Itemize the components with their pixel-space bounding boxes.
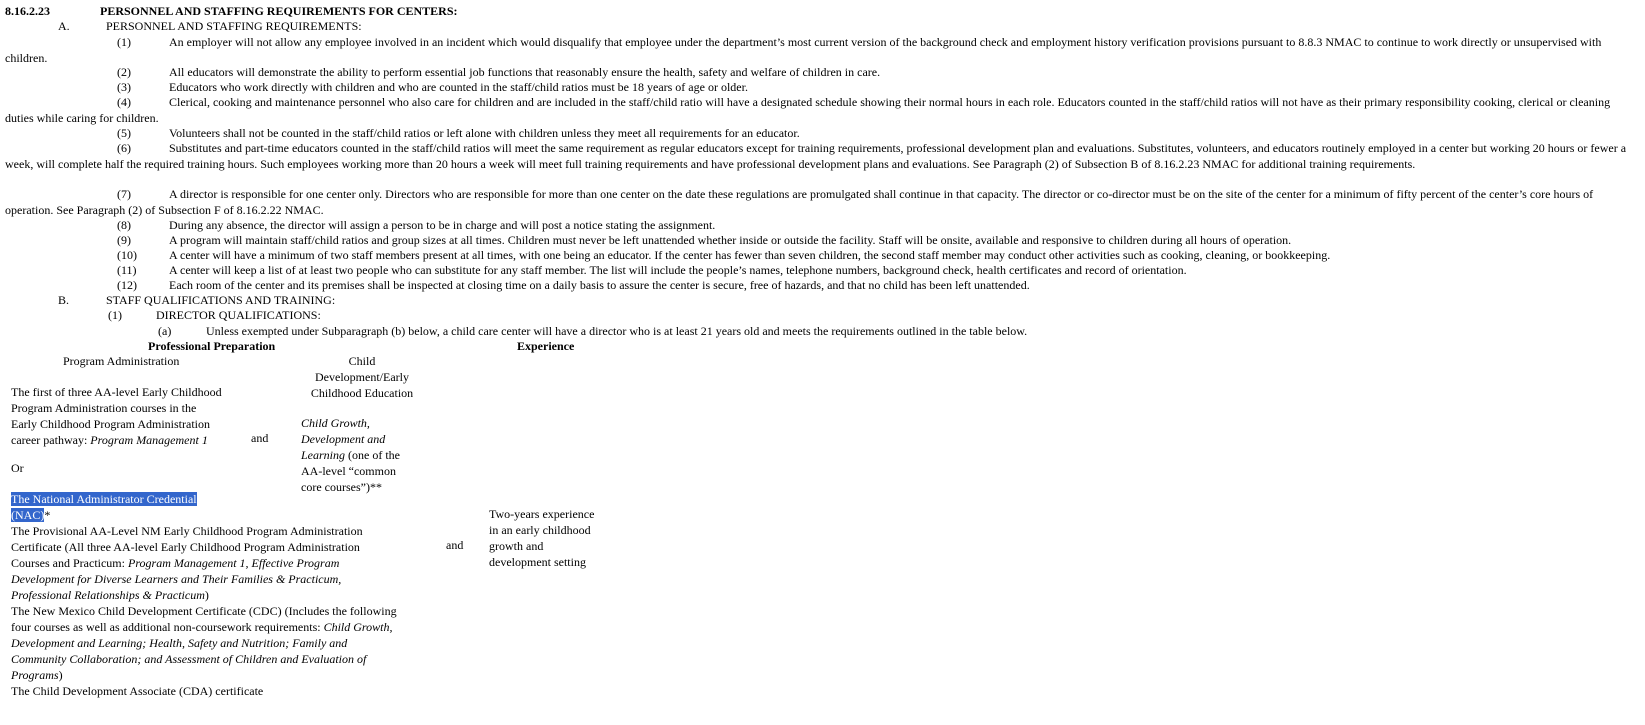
cell-text: career pathway:	[11, 433, 91, 447]
column-header-program-administration: Program Administration	[63, 354, 180, 368]
cell-line: core courses”)**	[301, 480, 382, 494]
cell-line: growth and	[489, 539, 544, 553]
subsection-a-letter: A.	[58, 19, 70, 33]
course-name: Programs	[11, 668, 59, 682]
column-header-child-development	[300, 353, 424, 401]
paragraph-2	[5, 64, 1640, 80]
cell-line	[11, 587, 397, 603]
paragraph-12	[5, 277, 1640, 293]
cell-text: four courses as well as additional non-coursework requirements:	[11, 620, 324, 634]
paragraph-number: (10)	[117, 248, 137, 262]
cell-line: The Child Development Associate (CDA) certificate	[11, 684, 264, 698]
paragraph-text: Volunteers shall not be counted in the staff/child ratios or left alone with children unless they meet all requirements for an educator.	[169, 126, 800, 140]
paragraph-4	[5, 94, 1640, 126]
cell-line	[301, 447, 400, 463]
row2-and-connector: and	[446, 538, 464, 552]
cell-line: The Provisional AA-Level NM Early Childhood Program Administration	[11, 524, 363, 538]
paragraph-8	[5, 217, 1640, 233]
cell-line: Program Administration courses in the	[11, 401, 197, 415]
cell-line: Two-years experience	[489, 507, 595, 521]
course-name: Program Management 1, Effective Program	[127, 556, 340, 570]
row1-program-admin-cell	[11, 384, 222, 448]
subsection-b-title: STAFF QUALIFICATIONS AND TRAINING:	[106, 293, 336, 307]
course-name: Professional Relationships & Practicum	[11, 588, 205, 602]
paragraph-11	[5, 262, 1640, 278]
subparagraph-a-text: Unless exempted under Subparagraph (b) below, a child care center will have a director who is at least 21 years old and meets the requirements outlined in the table below.	[206, 324, 1028, 338]
cell-line: The first of three AA-level Early Childhood	[11, 385, 222, 399]
or-label: Or	[11, 461, 24, 475]
nac-line	[11, 491, 397, 507]
paragraph-number: (5)	[117, 126, 131, 140]
paragraph-text: A program will maintain staff/child ratios and group sizes at all times. Children must never be left unattended whether inside or outside the facility. Staff will be onsite, available and responsive to children during all hours of operation.	[169, 233, 1292, 247]
row2-program-admin-cell	[11, 491, 397, 699]
cell-text: )	[204, 588, 209, 602]
subparagraph-a-number: (a)	[158, 324, 172, 338]
paragraph-3	[5, 79, 1640, 95]
subsection-b-letter: B.	[58, 293, 70, 307]
paragraph-6	[5, 140, 1640, 172]
course-name: Child Growth,	[323, 620, 393, 634]
selected-text[interactable]: (NAC)	[11, 508, 45, 522]
row1-child-dev-cell	[301, 415, 400, 495]
paragraph-number: (4)	[117, 95, 131, 109]
cell-line: The New Mexico Child Development Certificate (CDC) (Includes the following	[11, 604, 397, 618]
cell-text: (one of the	[345, 448, 400, 462]
cell-line	[11, 619, 397, 635]
course-name: Program Management 1	[90, 433, 208, 447]
section-title: PERSONNEL AND STAFFING REQUIREMENTS FOR CENTERS:	[100, 4, 458, 18]
cell-line	[11, 432, 222, 448]
paragraph-number: (6)	[117, 141, 131, 155]
subsection-a-title: PERSONNEL AND STAFFING REQUIREMENTS:	[106, 19, 362, 33]
paragraph-number: (3)	[117, 80, 131, 94]
course-name: Development and	[301, 432, 386, 446]
paragraph-7	[5, 186, 1640, 218]
paragraph-number: (12)	[117, 278, 137, 292]
cell-line: Certificate (All three AA-level Early Childhood Program Administration	[11, 540, 360, 554]
paragraph-number: (8)	[117, 218, 131, 232]
paragraph-5	[5, 125, 1640, 141]
course-name: Community Collaboration; and Assessment of Children and Evaluation of	[11, 652, 367, 666]
course-name: Learning	[301, 448, 346, 462]
cell-text: )	[58, 668, 63, 682]
course-name: Development and Learning; Health, Safety and Nutrition; Family and	[11, 636, 348, 650]
paragraph-number: (7)	[117, 187, 131, 201]
paragraph-9	[5, 232, 1640, 248]
paragraph-text: A center will have a minimum of two staff members present at all times, with one being an educator. If the center has fewer than seven children, the second staff member may conduct other activities such as cooking, cleaning, or bookkeeping.	[169, 248, 1331, 262]
paragraph-text: A director is responsible for one center only. Directors who are responsible for more than one center on the date these regulations are promulgated shall continue in that capacity. The director or co-director must be on the site of the center for a minimum of fifty percent of the center’s core hours of operation. See Paragraph (2) of Subsection F of 8.16.2.22 NMAC.	[5, 187, 1594, 217]
cell-line	[11, 667, 397, 683]
paragraph-number: (2)	[117, 65, 131, 79]
course-name: Development for Diverse Learners and Their Families & Practicum,	[11, 572, 342, 586]
row1-and-connector: and	[251, 431, 269, 445]
column-header-line: Child	[348, 354, 376, 368]
paragraph-number: (1)	[117, 35, 131, 49]
paragraph-number: (11)	[117, 263, 137, 277]
experience-cell	[489, 506, 594, 570]
paragraph-b1-number: (1)	[108, 308, 122, 322]
cell-line: in an early childhood	[489, 523, 591, 537]
paragraph-number: (9)	[117, 233, 131, 247]
table-header-experience: Experience	[517, 339, 575, 353]
selected-text[interactable]: The National Administrator Credential	[11, 492, 197, 506]
nac-line	[11, 507, 397, 523]
course-name: Child Growth,	[301, 416, 370, 430]
paragraph-text: Clerical, cooking and maintenance personnel who also care for children and are included in the staff/child ratio will have a designated schedule showing their normal hours in each role. Educators counted in the staff/child ratios will not have as their primary responsibility cooking, clerical or cleaning duties while caring for children.	[5, 95, 1611, 125]
cell-text: *	[44, 508, 51, 522]
paragraph-text: All educators will demonstrate the ability to perform essential job functions that reasonably ensure the health, safety and welfare of children in care.	[169, 65, 881, 79]
table-header-professional-preparation: Professional Preparation	[148, 339, 276, 353]
cell-line: Early Childhood Program Administration	[11, 417, 210, 431]
paragraph-text: An employer will not allow any employee involved in an incident which would disqualify that employee under the department’s most current version of the background check and employment history verification provisions pursuant to 8.8.3 NMAC to continue to work directly or unsupervised with children.	[5, 35, 1602, 65]
section-number: 8.16.2.23	[5, 4, 50, 18]
paragraph-text: A center will keep a list of at least two people who can substitute for any staff member. The list will include the people’s names, telephone numbers, background check, health certificates and record of orientation.	[169, 263, 1187, 277]
paragraph-b1-title: DIRECTOR QUALIFICATIONS:	[156, 308, 321, 322]
paragraph-10	[5, 247, 1640, 263]
paragraph-1	[5, 34, 1640, 66]
paragraph-text: During any absence, the director will assign a person to be in charge and will post a notice stating the assignment.	[169, 218, 716, 232]
cell-line	[11, 555, 397, 571]
paragraph-text: Educators who work directly with children and who are counted in the staff/child ratios must be 18 years of age or older.	[169, 80, 748, 94]
paragraph-text: Each room of the center and its premises shall be inspected at closing time on a daily basis to assure the center is secure, free of hazards, and that no child has been left unattended.	[169, 278, 1030, 292]
cell-line: AA-level “common	[301, 464, 396, 478]
cell-text: Courses and Practicum:	[11, 556, 128, 570]
column-header-line: Childhood Education	[310, 386, 414, 400]
paragraph-text: Substitutes and part-time educators counted in the staff/child ratios will meet the same requirement as regular educators except for training requirements, professional development plan and evaluations. Substitutes, volunteers, and educators routinely employed in a center but working 20 hours or fewer a week, will complete half the required training hours. Such employees working more than 20 hours a week will meet full training requirements and have professional development plans and evaluations. See Paragraph (2) of Subsection B of 8.16.2.23 NMAC for additional training requirements.	[5, 141, 1627, 171]
cell-line: development setting	[489, 555, 586, 569]
column-header-line: Development/Early	[315, 370, 409, 384]
